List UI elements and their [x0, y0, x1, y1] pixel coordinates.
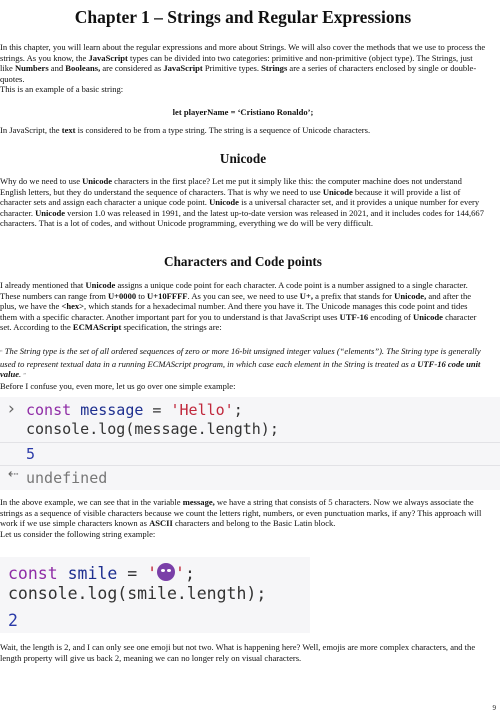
console-undefined: undefined	[26, 469, 108, 487]
console-screenshot-1	[0, 397, 500, 490]
page-number: 9	[492, 704, 496, 712]
smiling-devil-emoji-icon	[157, 563, 175, 581]
unicode-heading: Unicode	[219, 151, 267, 166]
chevron-right-icon: ›	[8, 399, 15, 419]
intro-example-lead: This is an example of a basic string:	[0, 84, 124, 95]
codepoints-paragraph: I already mentioned that Unicode assigns a unique code point for each character. A code point is a number assigned to a single character. These numbers can range from U+0000 to U+10FFFF. As you can see, we need to use U+, a prefix that stands for Unicode, and after the plus, we have the <hex>, which stands for a hexadecimal number. And there you have it. The Unicode manages this code point and tides them with a specific character. Another important part for you to understand is that JavaScript uses UTF-16 encoding of Unicode character set. According to the ECMAScript specification, the strings are:	[0, 280, 477, 333]
chapter-title: Chapter 1 – Strings and Regular Expressions	[74, 7, 412, 27]
code-line-2: console.log(message.length);	[26, 420, 279, 438]
codepoints-heading: Characters and Code points	[164, 254, 322, 269]
code2-result: 2	[8, 611, 18, 630]
return-arrow-icon: ⇠	[8, 467, 19, 482]
code-line-1: const message = 'Hello';	[26, 401, 243, 419]
code-screenshot-2	[0, 557, 310, 633]
code2-line-2: console.log(smile.length);	[8, 584, 267, 603]
after-example-paragraph: In the above example, we can see that in the variable message, we have a string that consists of 5 characters. Now we always associate the strings as a sequence of visible characters because we count the letters right, numbers, or even punctuation marks, if any? This approach will work if we use simple characters known as ASCII characters and belong to the Basic Latin block. Let us consider the following string example:	[0, 497, 486, 539]
ecmascript-quote: “ The String type is the set of all ordered sequences of zero or more 16-bit unsigned integer values (“elements”). The String type is generally used to represent textual data in a running ECMAScript program, in which case each element in the String is treated as a UTF-16 code unit value. ”	[0, 346, 481, 380]
intro-paragraph: In this chapter, you will learn about the regular expressions and more about Strings. We will also cover the methods that we use to process the strings. As you know, the JavaScript types can be divided into two categories: primitive and non-primitive (object type). The Strings, just like Numbers and Booleans, are considered as JavaScript Primitive types. Strings are a series of characters enclosed by single or double-quotes. This is an example of a basic string:	[0, 42, 486, 95]
console-result: 5	[26, 445, 36, 463]
closing-paragraph: Wait, the length is 2, and I can only see one emoji but not two. What is happening here? Well, emojis are more complex characters, and the length property will give us back 2, meaning we can no longer rely on visual characters.	[0, 642, 476, 663]
unicode-paragraph: Why do we need to use Unicode characters in the first place? Let me put it simply like this: the computer machine does not understand English letters, but they do understand the sequence of characters. That is why we need to use Unicode because it will provide a list of character sets and assign each character a unique code point. Unicode is a universal character set, and it provides a unique number for every character. Unicode version 1.0 was released in 1991, and the latest up-to-date version was released in 2021, and it includes codes for 144,667 characters. That is a lot of codes, and without Unicode programming, everything we do will be very difficult.	[0, 176, 484, 229]
code2-line-1: const smile = ' ';	[8, 564, 195, 583]
before-example-text: Before I confuse you, even more, let us go over one simple example:	[0, 381, 236, 391]
text-type-paragraph: In JavaScript, the text is considered to be from a type string. The string is a sequence of Unicode characters.	[0, 125, 371, 135]
string-example-lead: Let us consider the following string example:	[0, 528, 156, 539]
string-example: let playerName = ‘Cristiano Ronaldo’;	[172, 107, 314, 117]
